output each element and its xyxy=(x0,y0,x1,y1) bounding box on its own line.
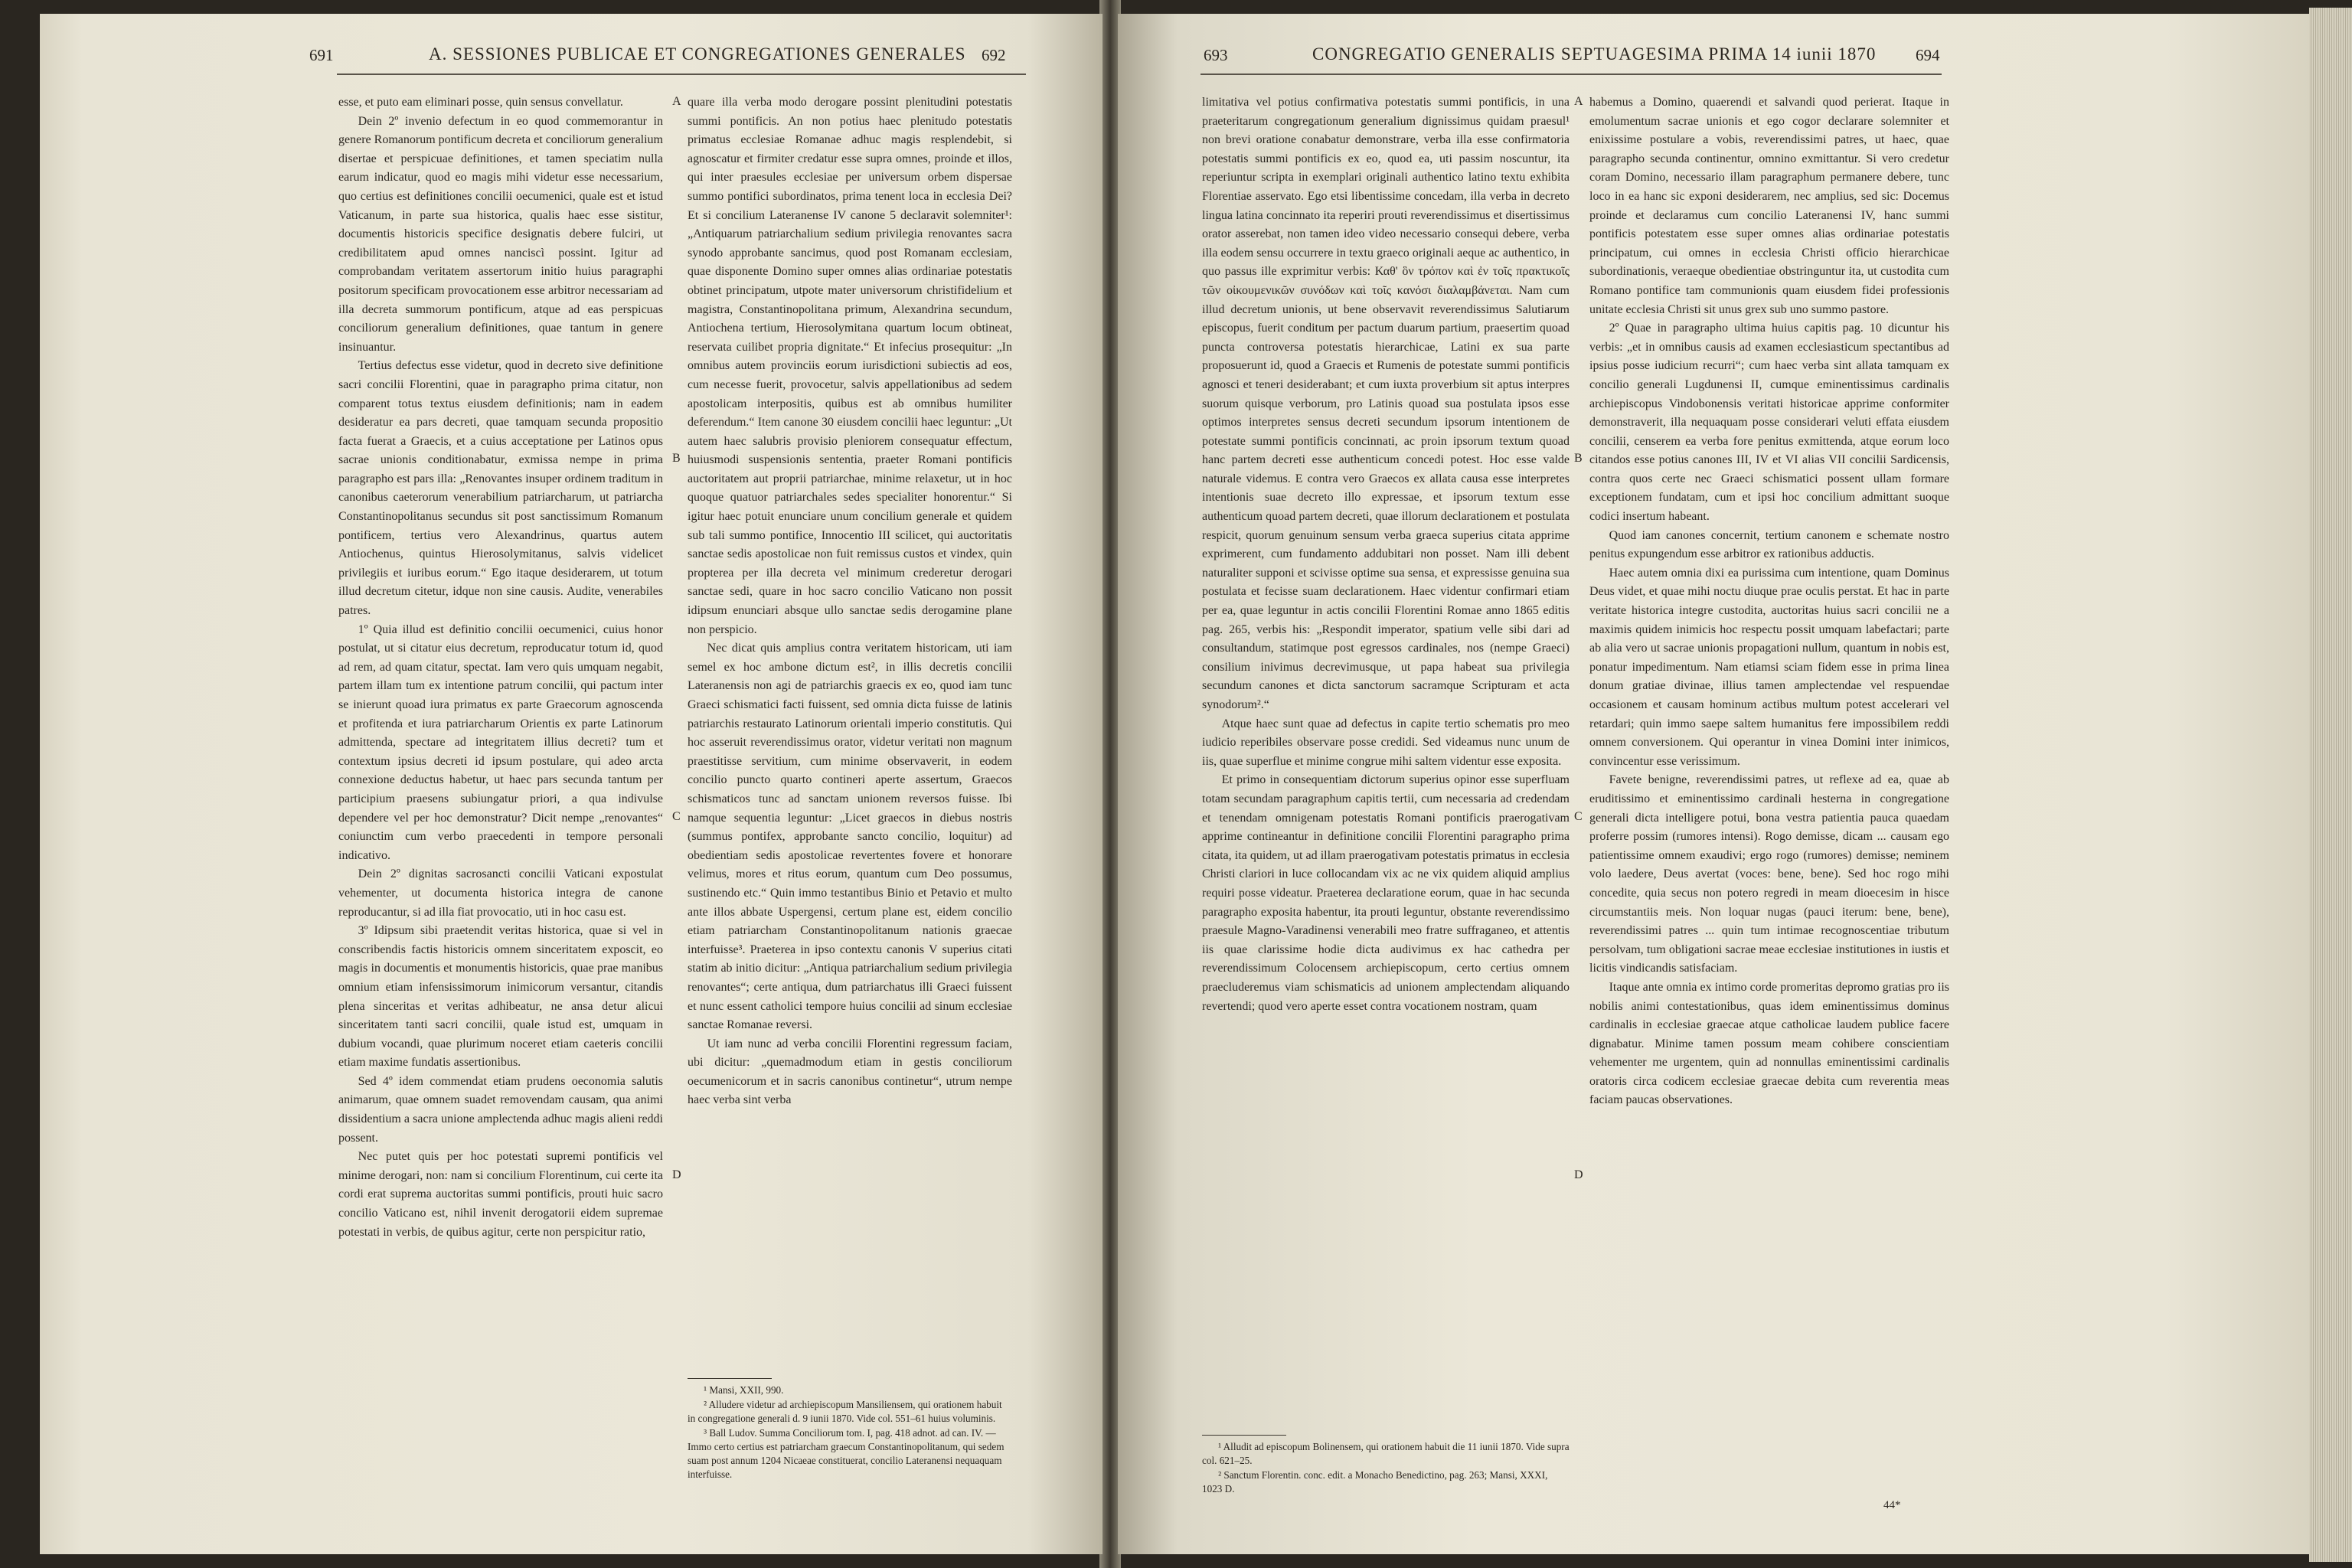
paragraph: quare illa verba modo derogare possint plenitudini potestatis summi pontificis. An non potius haec plenitudo potestatis primatus ecclesiae Romanae adhuc magis resplendebit, si agnoscatur et firmiter credatur esse supra omnes, proinde et illos, qui inter praesules ecclesiae per universum orbem dispersae summo pontifici subordinatos, prima tenent loca in ecclesia Dei? Et si concilium Lateranense IV canone 5 declaravit solemniter¹: „Antiquarum patriarchalium sedium privilegia renovantes sacra synodo approbante sancimus, quod post Romanam ecclesiam, quae disponente Domino super omnes alias ordinariae potestatis obtinet principatum, utpote mater universorum christifidelium et magistra, Constantinopolitana primum, Alexandrina secundum, Antiochena tertium, Hierosolymitana quartum locum obtineat, reservata cuilibet propria dignitate.“ Et infecius prosequitur: „In omnibus autem provinciis eorum iurisdictioni subiectis ad eos, cum necesse fuerit, provocetur, salvis appellationibus ad sedem apostolicam interpositis, quibus est ab omnibus humiliter deferendum.“ Item canone 30 eiusdem concilii haec leguntur: „Ut autem haec salubris provisio pleniorem consequatur effectum, huiusmodi suspensionis sententia, praeter Romani pontificis auctoritatem aut proprii patriarchae, minime relaxetur, ut in hoc quoque quatuor patriarchales sedes specialiter honorentur.“ Si igitur haec potuit enunciare unum concilium generale et quidem sub tali summo pontifice, Innocentio III scilicet, qui auctoritatis sanctae sedis apostolicae non fuit remissus custos et vindex, quin propterea per illa decreta vel minimum crederetur derogari sanctae sedi, quare in hoc sacro concilio Vaticano non possit idipsum enunciari absque ullo sanctae sedis derogamine plane non perspicio. xyxy=(688,96,1012,636)
signature-mark: 44* xyxy=(1883,1499,1901,1511)
paragraph: Quod iam canones concernit, tertium canonem e schemate nostro penitus expungendum esse arbitror ex rationibus adductis. xyxy=(1589,528,1949,561)
paragraph: Haec autem omnia dixi ea purissima cum intentione, quam Dominus Deus videt, et quae mihi noctu diuque prae oculis perstat. Et hac in parte veritate historica integre custodita, auctoritas huius sacri concilii ne a maximis quidem inimicis hoc respectu possit umquam labefactari; parte ab alia vero ut sacrae unionis propagationi nullum, quantum in nobis est, ponatur impedimentum. Nam etiamsi sciam fidem esse in prima linea donum gratiae divinae, illius tamen amplectendae vel respuendae occasionem et causam hominum actibus multum potest accelerari vel retardari; quin immo saepe saltem humanitus fere impossibilem reddi omnem conversionem. Qui operantur in vinea Domini inter inimicos, convincentur esse verissimum. xyxy=(1589,566,1949,768)
page-number-691: 691 xyxy=(309,46,334,64)
right-page-column-1 xyxy=(1202,93,1570,1016)
left-page-column-1 xyxy=(338,93,663,1242)
paragraph: Sed 4º idem commendat etiam prudens oeconomia salutis animarum, quae omnem suadet removendam causam, qua animi dissidentium a sacra unione amplectenda adhuc magis alieni reddi possent. xyxy=(338,1074,663,1145)
paragraph: 3º Idipsum sibi praetendit veritas historica, quae si vel in conscribendis factis historicis omnem sinceritatem exposcit, eo magis in documentis et monumentis historicis, quae prae manibus omnium etiam infensissimorum inimicorum versantur, citandis plena sinceritas et veritas adhibeatur, ne ansa detur alicui sinceritatem tanti sacri concilii, quale istud est, umquam in dubium vocandi, quae plurimum noceret etiam caeteris concilii etiam maxime fundatis assertionibus. xyxy=(338,924,663,1070)
margin-letter-a: A xyxy=(672,95,681,108)
footnote-rule xyxy=(688,1378,772,1379)
page-number-692: 692 xyxy=(982,46,1006,64)
paragraph: 2º Quae in paragrapho ultima huius capitis pag. 10 dicuntur his verbis: „et in omnibus causis ad examen ecclesiasticum spectantibus ad ipsius posse iudicium recurri“; cum haec verba sint allata tamquam ex concilio generali Lugdunensi II, cumque eminentissimus cardinalis archiepiscopus Vindobonensis veritati historicae apprime conformiter demonstraverit, illa nequaquam posse considerari veluti effata eiusdem concilii, censerem ea verba fore penitus exmittenda, atque eorum loco citandos esse potius canones III, IV et VI alias VII concilii Sardicensis, contra quos certe nec Graeci schismatici possent ullam formare exceptionem fundatam, cum et ipsi hoc concilium admittant suoque codici insertum habeant. xyxy=(1589,322,1949,524)
margin-letter-a: A xyxy=(1574,95,1583,108)
header-rule xyxy=(1200,74,1942,75)
header-rule xyxy=(337,74,1026,75)
paragraph: Tertius defectus esse videtur, quod in decreto sive definitione sacri concilii Florentini, quae in paragrapho prima citatur, non comparent totus textus eiusdem definitionis; nam in eadem desideratur ea pars decreti, quae tamquam secunda propositio facta fuerat a Graecis, et a cuius acceptatione per Latinos opus sacrae unionis conditionabatur, exmissa nempe in prima paragrapho est pars illa: „Renovantes insuper ordinem traditum in canonibus caeterorum venerabilium patriarcharum, ut patriarcha Constantinopolitanus secundus sit post sanctissimum Romanum pontificem, tertius vero Alexandrinus, quartus autem Antiochenus, quintus Hierosolymitanus, salvis videlicet privilegiis et iuribus eorum.“ Ego itaque desiderarem, ut totum illud decretum citetur, idque non sine causis. Audite, venerabiles patres. xyxy=(338,359,663,618)
paragraph: esse, et puto eam eliminari posse, quin sensus convellatur. xyxy=(338,96,623,109)
margin-letter-c: C xyxy=(672,810,681,823)
page-number-694: 694 xyxy=(1916,46,1940,64)
margin-letter-b: B xyxy=(1574,452,1583,465)
margin-letter-d: D xyxy=(672,1168,681,1181)
footnote: ² Sanctum Florentin. conc. edit. a Monacho Benedictino, pag. 263; Mansi, XXXI, 1023 D. xyxy=(1202,1469,1548,1494)
paragraph: Nec putet quis per hoc potestati supremi pontificis vel minime derogari, non: nam si concilium Florentinum, cui certe ita cordi erat suprema auctoritas summi pontificis, prouti huic sacro concilio Vaticano est, nihil invenit derogatorii eidem supremae potestati in verbis, de quibus agitur, certe non perspicitur ratio, xyxy=(338,1150,663,1239)
footnote: ¹ Alludit ad episcopum Bolinensem, qui orationem habuit die 11 iunii 1870. Vide supra col. 621–25. xyxy=(1202,1441,1570,1466)
paragraph: Dein 2º dignitas sacrosancti concilii Vaticani expostulat vehementer, ut documenta historica integra de canone reproducantur, si ad illa fiat provocatio, uti in hoc casu est. xyxy=(338,867,663,919)
footnote: ¹ Mansi, XXII, 990. xyxy=(704,1384,784,1396)
paragraph: habemus a Domino, quaerendi et salvandi quod perierat. Itaque in emolumentum sacrae unionis et ego cogor declarare solemniter et enixissime postulare a vobis, reverendissimi patres, ut haec, quae paragrapho secunda continentur, omnino exmittantur. Si vero credetur coram Domino, necessario illam paragraphum permanere debere, tunc loco in ea hanc sic exponi desiderarem, nec amplius, sed sic: Docemus proinde et declaramus cum concilio Lateranensi IV, hanc summi pontificis potestatem esse super omnes alias ordinariae potestatis principatum, cui omnes in ecclesia Christi officio hierarchicae subordinationis, veraeque obedientiae obstringuntur ita, ut custodita cum Romano pontifice tam communionis quam eiusdem fidei professionis unitate ecclesia Christi sit unus grex sub uno summo pastore. xyxy=(1589,96,1949,316)
footnote: ³ Ball Ludov. Summa Conciliorum tom. I, pag. 418 adnot. ad can. IV. — Immo certo certius est patriarcham graecum Constantinopolitanum, qui sedem suam post annum 1204 Nicaeae constituerat, concilio Lateranensi nequaquam interfuisse. xyxy=(688,1427,1004,1480)
footnote: ² Alludere videtur ad archiepiscopum Mansiliensem, qui orationem habuit in congregatione generali d. 9 iunii 1870. Vide col. 551–61 huius voluminis. xyxy=(688,1399,1002,1424)
paragraph: Nec dicat quis amplius contra veritatem historicam, uti iam semel ex hoc ambone dictum est², in illis decretis concilii Lateranensis non agi de patriarchis graecis ex eo, quod iam tunc Graeci schismatici facti fuissent, sed omnia dicta fuisse de latinis patriarchis restaurato Latinorum orientali imperio constitutis. Qui hoc asseruit reverendissimus orator, videtur veritati non magnum praestitisse servitium, cum minime observaverit, in eodem concilio puncto quarto contineri aperte assertum, Graecos schismaticos tunc ad sanctam unionem reversos fuisse. Ibi namque sequentia leguntur: „Licet graecos in diebus nostris (summus pontifex, approbante sancto concilio, loquitur) ad obedientiam sedis apostolicae revertentes fovere et honorare velimus, mores et ritus eorum, quantum cum Deo possumus, sustinendo etc.“ Quin immo testantibus Binio et Petavio et multo ante illos abbate Uspergensi, certum plane est, eidem concilio etiam patriarcham Constantinopolitanum nationis graecae interfuisse³. Praeterea in ipso contextu canonis V superius citati statim ab initio dicitur: „Antiqua patriarchalium sedium privilegia renovantes“; certe antiqua, dum patriarchatus illi Graeci fuissent et nunc essent catholici tempore huius concilii ad sinum ecclesiae sanctae Romanae reversi. xyxy=(688,642,1012,1032)
footnote-rule xyxy=(1202,1435,1286,1436)
left-page-column-2 xyxy=(688,93,1012,1110)
paragraph: Atque haec sunt quae ad defectus in capite tertio schematis pro meo iudicio reperibiles observare posse credidi. Sed videamus nunc unum de iis, quae superflue et minime congrue mihi saltem videntur esse exposita. xyxy=(1202,717,1570,768)
right-page-column-2 xyxy=(1589,93,1949,1110)
paragraph: Ut iam nunc ad verba concilii Florentini regressum faciam, ubi dicitur: „quemadmodum etiam in gestis conciliorum oecumenicorum et in sacris canonibus continetur“, utrum nempe haec verba sint verba xyxy=(688,1037,1012,1107)
running-head-right: CONGREGATIO GENERALIS SEPTUAGESIMA PRIMA 14 iunii 1870 xyxy=(1312,44,1877,64)
left-page xyxy=(40,14,1102,1554)
right-page xyxy=(1118,14,2309,1554)
paragraph: Dein 2º invenio defectum in eo quod commemorantur in genere Romanorum pontificum decreta et conciliorum generalium disertae et perspicuae definitiones, et tamen speciatim nulla earum indicatur, quod eo magis mihi videtur esse necessarium, quo certius est definitiones concilii oecumenici, quale est et istud Vaticanum, in parte sua historica, qualis haec esse sistitur, documentis historicis specifice designatis debere fulciri, ut credibilitatem apud omnes nanciscì possint. Igitur ad comprobandam veritatem assertorum initio huius paragraphi positorum specificam provocationem esse arbitror necessariam ad illa decreta summorum pontificum, atque ad eas perspicuas conciliorum generalium definitiones, quae tantum in genere insinuantur. xyxy=(338,114,663,354)
running-head-left: A. SESSIONES PUBLICAE ET CONGREGATIONES GENERALES xyxy=(429,44,966,64)
margin-letter-b: B xyxy=(672,452,681,465)
page-number-693: 693 xyxy=(1204,46,1228,64)
paragraph: Itaque ante omnia ex intimo corde promeritas depromo gratias pro iis nobilis animi contestationibus, quas idem eminentissimus dominus cardinalis in ecclesiae graecae atque catholicae laudem publice facere dignabatur. Minime tamen possum meam cohibere conscientiam vehementer me urgentem, quin ad nonnullas eminentissimi cardinalis oratoris circa codicem ecclesiae graecae debita cum reverentia meas faciam paucas observationes. xyxy=(1589,980,1949,1107)
page-edges xyxy=(2309,8,2352,1562)
paragraph: Et primo in consequentiam dictorum superius opinor esse superfluam totam secundam paragraphum capitis tertii, cum necessaria ad credendam et tenendam omnigenam potestatis Romani pontificis praerogativam apprime contineantur in definitione concilii Florentini paragrapho prima citata, ita quidem, ut ad illam praerogativam potestatis primatus in ecclesia Christi clariori in luce collocandam vix ac ne vix quidem aliquid amplius requiri posse videatur. Praeterea declaratione eorum, quae in hac secunda paragrapho exposita habentur, ita prouti leguntur, obstante reverendissimo praesule Magno-Varadinensi venerabili meo fratre suffraganeo, et attentis iis quae clarissime hodie dicta audivimus ex hac cathedra per reverendissimum Colocensem archiepiscopum, certo certius omnem praecluderemus viam schismaticis ad unionem amplectendam aliquando revertendi; quod vero aperte esset contra vocationem nostram, quam xyxy=(1202,773,1570,1013)
footnotes-right xyxy=(1202,1435,1570,1497)
paragraph: Favete benigne, reverendissimi patres, ut reflexe ad ea, quae ab eruditissimo et eminentissimo cardinali hesterna in congregatione generali dicta intelligere potui, bona vestra patientia pauca quaedam proferre possim (rumores intensi). Rogo demisse, dicam ... causam ego patientissime omnem exaudivi; ergo rogo (rumores) demisse; neminem volo laedere, Deus avertat (voces: bene, bene). Sed hoc rogo mihi concedite, quia secus non potero regredi in meam dioecesim in hisce circumstantiis meis. Non loquar nugas (pauci iterum: bene, bene), reverendissimi patres ... quin tum intimae recognoscentiae tributum persolvam, tum obligationi sacrae meae ecclesiae institutiones in iustis et licitis vindicandis satisfaciam. xyxy=(1589,773,1949,975)
paragraph: 1º Quia illud est definitio concilii oecumenici, cuius honor postulat, ut si citatur eius decretum, reproducatur totum id, quod ad rem, ad quam citatur, spectat. Iam vero quis umquam negabit, partem illam tum ex intentione patrum concilii, qui pactum inter se inierunt quoad iura primatus ex parte Graecorum agnoscenda et profitenda et iura patriarcharum Orientis ex parte Latinorum admittenda, spectare ad integritatem illius decreti? tum et contextum ipsius decreti id ipsum postulare, qui adeo arcta connexione deductus habetur, ut haec pars secunda tantum per participium praesens subiungatur priori, a qua indivulse dependere vel per hoc demonstratur? Dicit nempe „renovantes“ coniunctim cum verbo praecedenti in tempore personali indicativo. xyxy=(338,622,663,862)
margin-letter-d: D xyxy=(1574,1168,1583,1181)
footnotes-left xyxy=(688,1378,1012,1482)
paragraph: limitativa vel potius confirmativa potestatis summi pontificis, in una praeteritarum congregationum generalium dignissimus quidam praesul¹ non brevi oratione conabatur demonstrare, verba illa esse confirmatoria potestatis summi pontificis ex eo, quod ea, uti passim noscuntur, ita reperiuntur scripta in exemplari originali authentico latino textu exhibita Florentiae asservato. Ego etsi libentissime concedam, illa verba in decreto lingua latina concinnato ita reperiri prouti reverendissimus et disertissimus orator asserebat, non tamen ideo video necessario consequi debere, verba illa eodem sensu occurrere in textu graeco originali aeque ac authentico, in quo passus ille exprimitur verbis: Καθ' ὃν τρόπον καὶ ἐν τοῖς πρακτικοῖς τῶν οἰκουμενικῶν συνόδων καὶ τοῖς κανόσι διαλαμβάνεται. Nam cum illud decretum unionis, ut bene observavit reverendissimus Salutiarum episcopus, fuerit conditum per pactum duarum partium, praesertim quoad puncta controversa potestatis hierarchicae, Latini ex sua parte proposuerunt id, quod a Graecis et Rumenis de potestate summi pontificis agnosci et teneri desiderabant; et cum iuxta proverbium sit aptus interpres suorum quisque verborum, pro Latinis quoad sua postulata ipsos esse optimos interpretes sensus decreti secundum ipsorum intentionem de potestate summi pontificis concinnati, ac proin ipsorum textum quoad hanc partem decreti esse authenticum concedi potest. Hoc esse valde naturale videmus. E contra vero Graecos ex allata causa esse interpretes intentionis suae decreto illo expressae, et ipsorum textum esse authenticum quoad partem decreti, quae illorum declarationem et postulata respicit, quorum genuinum sensum verba graeca superius citata apprime exprimerent, cum fundamento addubitari non posset. Nam illi debent naturaliter supponi et scivisse optime sua sensa, et expressisse genuina sua postulata et fecisse suam declarationem. Haec videntur confirmari etiam per ea, quae leguntur in actis concilii Florentini Romae anno 1865 editis pag. 265, verbis his: „Respondit imperator, spatium velle sibi dari ad consultandum, statimque post egressos cardinales, nos (nempe Graeci) consilium inivimus decrevimusque, ut papa habeat sua privilegia secundum canones et dicta sanctorum sacramque Scripturam et acta synodorum².“ xyxy=(1202,96,1570,711)
margin-letter-c: C xyxy=(1574,810,1583,823)
